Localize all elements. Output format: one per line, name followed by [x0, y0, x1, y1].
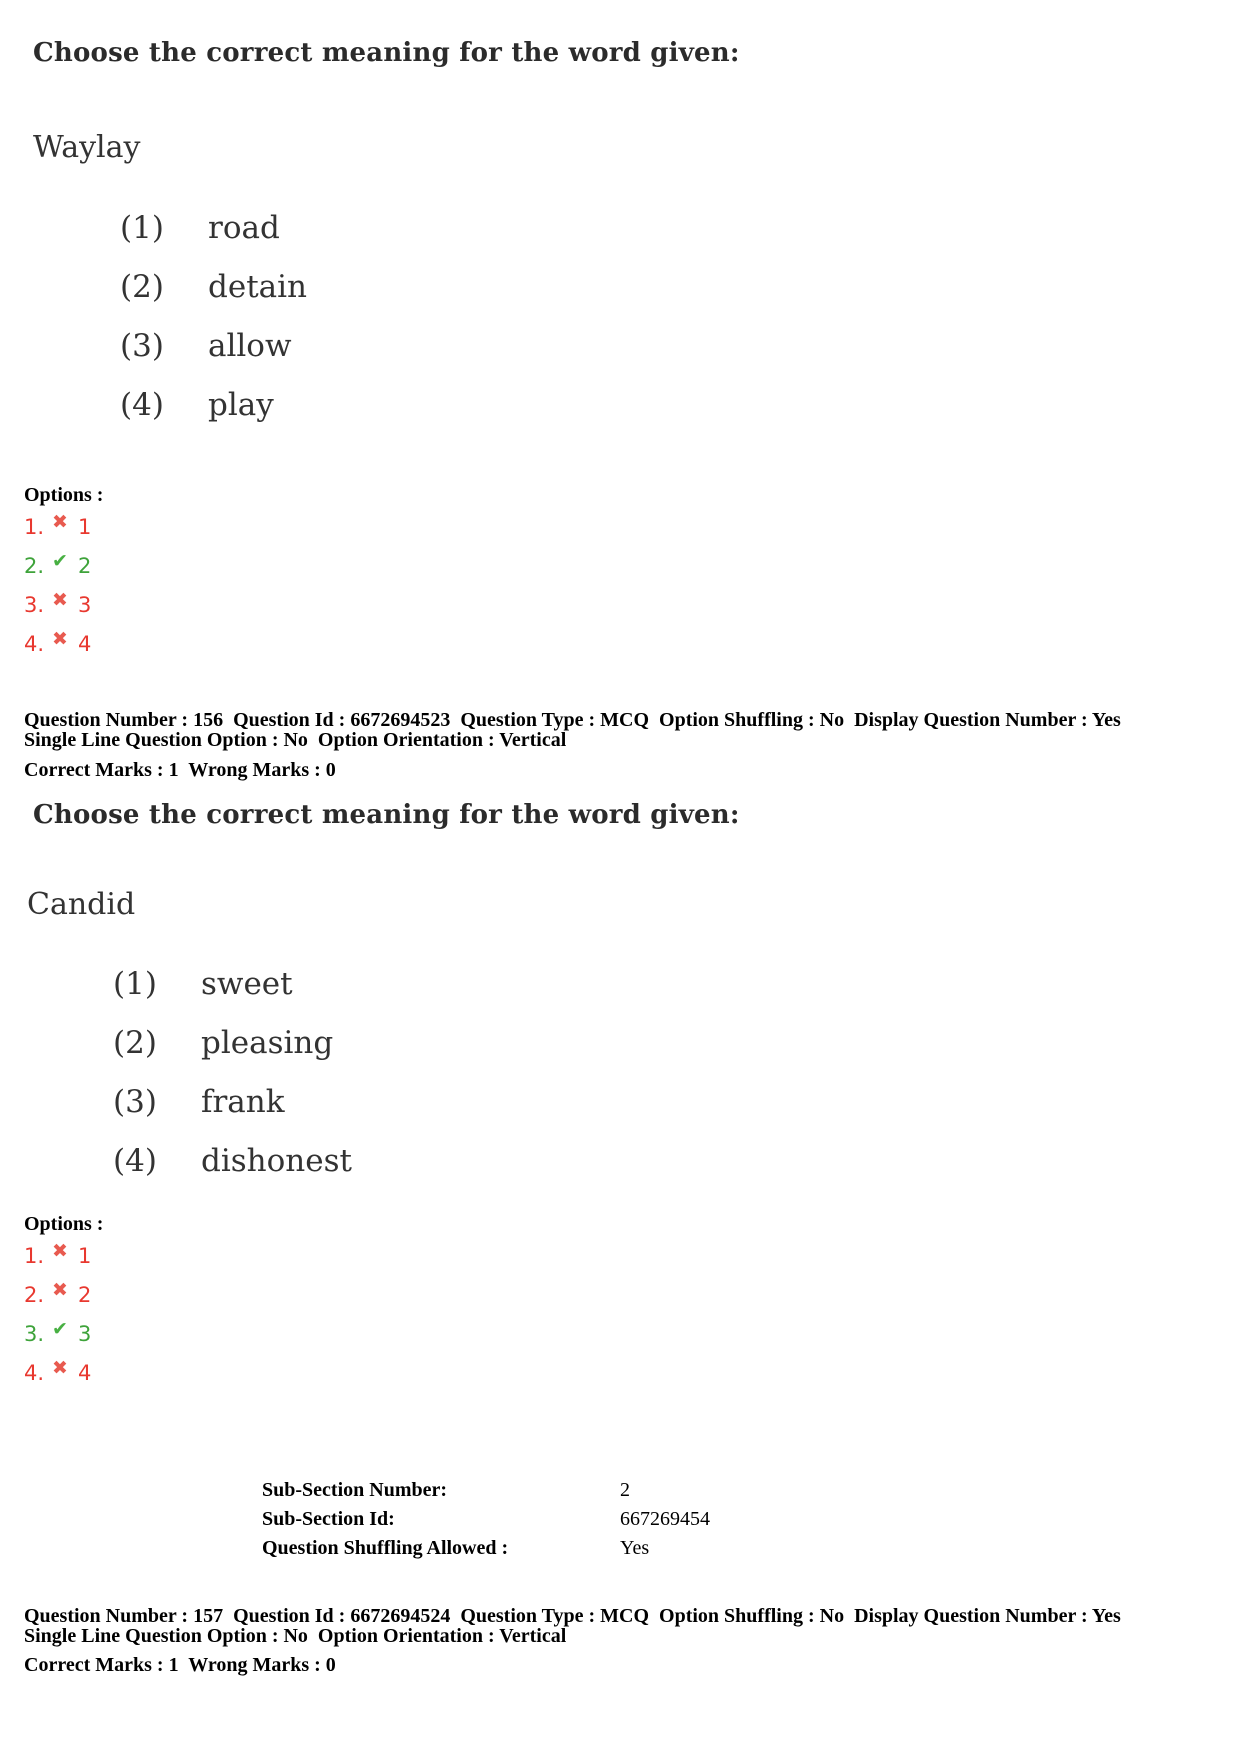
cross-icon: ✖ [52, 1240, 68, 1262]
option-value: 4 [78, 632, 92, 656]
choice-text: sweet [201, 966, 293, 1002]
option-row [24, 629, 91, 659]
cross-icon: ✖ [52, 589, 68, 611]
option-value: 2 [78, 554, 92, 578]
option-row [24, 551, 91, 581]
question-word: Candid [27, 887, 136, 922]
choice-item [120, 269, 307, 305]
option-number: 3. [24, 1322, 45, 1346]
option-row [24, 1280, 91, 1310]
cross-icon: ✖ [52, 628, 68, 650]
choice-number: (2) [120, 269, 164, 305]
choice-item [113, 1084, 285, 1120]
option-row [24, 1241, 91, 1271]
choice-item [113, 1143, 352, 1179]
options-label: Options : [24, 484, 104, 506]
question-prompt: Choose the correct meaning for the word given: [33, 800, 740, 830]
option-value: 4 [78, 1361, 92, 1385]
question-meta-line: Single Line Question Option : No Option Orientation : Vertical [24, 729, 567, 751]
subsection-number-value: 2 [620, 1479, 630, 1501]
choice-number: (3) [120, 328, 164, 364]
check-icon: ✔ [52, 550, 68, 572]
option-row [24, 590, 91, 620]
check-icon: ✔ [52, 1318, 68, 1340]
choice-text: road [208, 210, 280, 246]
choice-text: dishonest [201, 1143, 352, 1179]
question-word: Waylay [33, 130, 141, 165]
option-row [24, 512, 91, 542]
choice-number: (3) [113, 1084, 157, 1120]
question-marks-line: Correct Marks : 1 Wrong Marks : 0 [24, 1654, 336, 1676]
choice-text: play [208, 387, 274, 423]
choice-number: (4) [113, 1143, 157, 1179]
choice-item [113, 966, 293, 1002]
option-number: 3. [24, 593, 45, 617]
subsection-id-label: Sub-Section Id: [262, 1508, 395, 1530]
question-prompt: Choose the correct meaning for the word given: [33, 38, 740, 68]
option-number: 2. [24, 554, 45, 578]
choice-number: (1) [113, 966, 157, 1002]
cross-icon: ✖ [52, 1279, 68, 1301]
subsection-id-value: 667269454 [620, 1508, 710, 1530]
question-meta-line: Question Number : 156 Question Id : 6672694523 Question Type : MCQ Option Shuffling : No Display Question Number : Yes [24, 709, 1121, 731]
choice-text: pleasing [201, 1025, 334, 1061]
subsection-number-label: Sub-Section Number: [262, 1479, 448, 1501]
cross-icon: ✖ [52, 1357, 68, 1379]
choice-item [120, 387, 274, 423]
choice-item [120, 210, 280, 246]
option-value: 1 [78, 1244, 92, 1268]
choice-number: (2) [113, 1025, 157, 1061]
cross-icon: ✖ [52, 511, 68, 533]
option-value: 2 [78, 1283, 92, 1307]
question-shuffling-label: Question Shuffling Allowed : [262, 1537, 509, 1559]
option-value: 3 [78, 1322, 92, 1346]
option-number: 1. [24, 1244, 45, 1268]
choice-text: frank [201, 1084, 285, 1120]
option-row [24, 1358, 91, 1388]
choice-number: (1) [120, 210, 164, 246]
option-number: 4. [24, 632, 45, 656]
choice-text: detain [208, 269, 308, 305]
option-value: 3 [78, 593, 92, 617]
option-number: 4. [24, 1361, 45, 1385]
choice-number: (4) [120, 387, 164, 423]
option-number: 2. [24, 1283, 45, 1307]
choice-text: allow [208, 328, 292, 364]
question-shuffling-value: Yes [620, 1537, 650, 1559]
option-number: 1. [24, 515, 45, 539]
options-label: Options : [24, 1213, 104, 1235]
option-value: 1 [78, 515, 92, 539]
choice-item [120, 328, 292, 364]
question-meta-line: Question Number : 157 Question Id : 6672694524 Question Type : MCQ Option Shuffling : No Display Question Number : Yes [24, 1605, 1121, 1627]
choice-item [113, 1025, 333, 1061]
question-meta-line: Single Line Question Option : No Option Orientation : Vertical [24, 1625, 567, 1647]
option-row [24, 1319, 91, 1349]
question-marks-line: Correct Marks : 1 Wrong Marks : 0 [24, 759, 336, 781]
